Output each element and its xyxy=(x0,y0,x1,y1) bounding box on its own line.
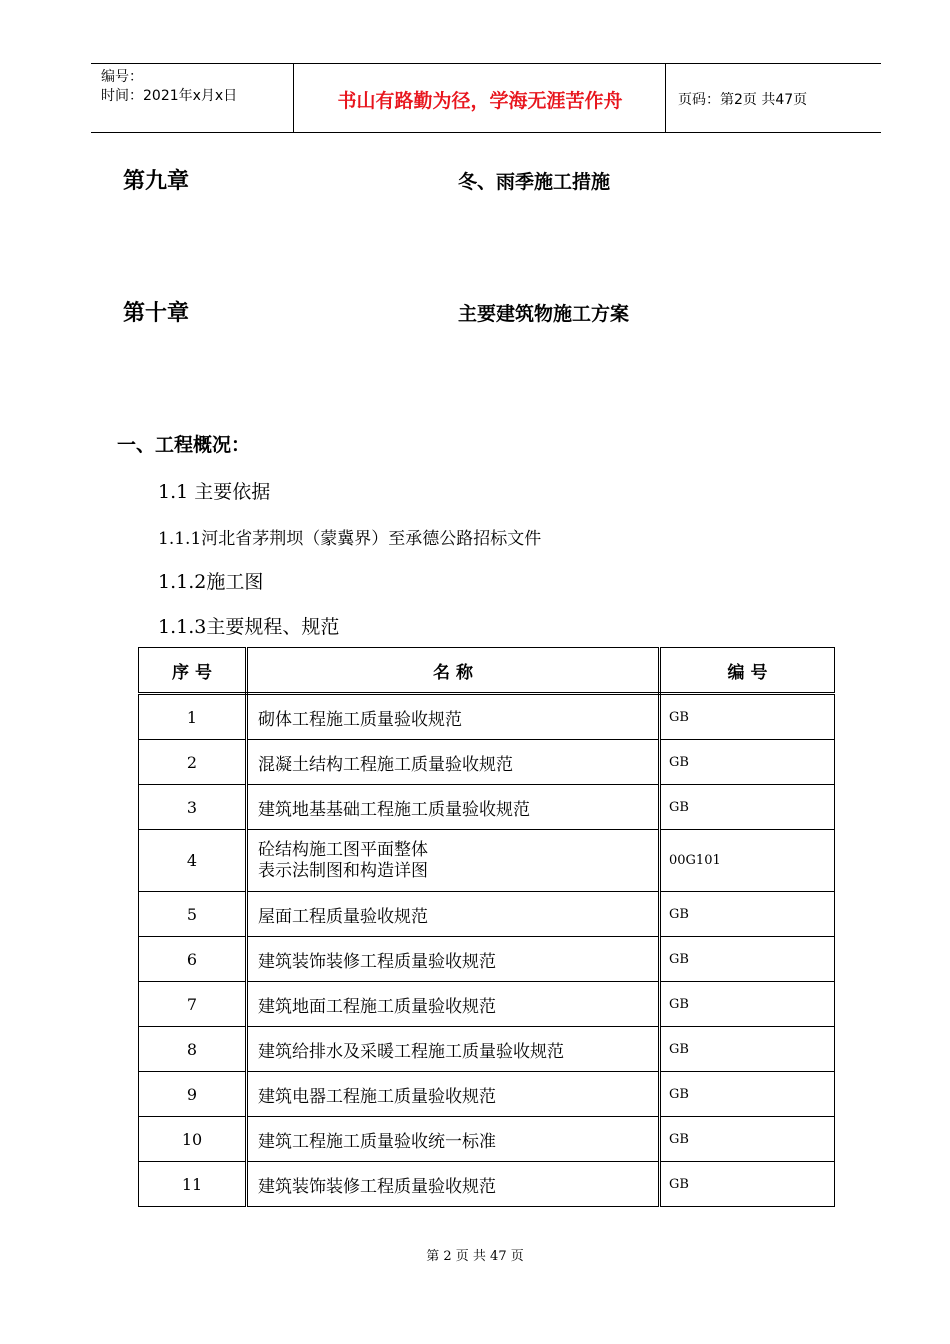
table-row xyxy=(139,1027,835,1072)
cell-code: GB xyxy=(660,892,835,937)
cell-name: 建筑装饰装修工程质量验收规范 xyxy=(247,1162,660,1207)
table-row xyxy=(139,937,835,982)
subsection-1-1: 1.1 主要依据 xyxy=(158,481,271,503)
cell-name xyxy=(247,830,660,892)
table-row xyxy=(139,1072,835,1117)
table-row xyxy=(139,785,835,830)
cell-name: 建筑地面工程施工质量验收规范 xyxy=(247,982,660,1027)
header-meta xyxy=(101,68,237,106)
cell-code: GB xyxy=(660,694,835,740)
header-code: 编 号 xyxy=(660,648,835,694)
cell-code: GB xyxy=(660,1117,835,1162)
item-1-1-2: 1.1.2施工图 xyxy=(158,571,264,593)
cell-name: 建筑装饰装修工程质量验收规范 xyxy=(247,937,660,982)
header-time: 时间：2021年x月x日 xyxy=(101,88,238,104)
page-footer: 第 2 页 共 47 页 xyxy=(426,1249,524,1264)
cell-code: GB xyxy=(660,982,835,1027)
cell-serial: 2 xyxy=(139,740,247,785)
table-row xyxy=(139,1162,835,1207)
cell-serial: 6 xyxy=(139,937,247,982)
page-header xyxy=(91,63,881,133)
header-name: 名 称 xyxy=(247,648,660,694)
table-row xyxy=(139,982,835,1027)
cell-code: GB xyxy=(660,937,835,982)
cell-name: 建筑地基基础工程施工质量验收规范 xyxy=(247,785,660,830)
cell-code: 00G101 xyxy=(660,830,835,892)
cell-serial: 9 xyxy=(139,1072,247,1117)
cell-code: GB xyxy=(660,1162,835,1207)
cell-serial: 3 xyxy=(139,785,247,830)
table-header-row xyxy=(139,648,835,694)
cell-serial: 1 xyxy=(139,694,247,740)
item-1-1-3: 1.1.3主要规程、规范 xyxy=(158,616,340,638)
cell-serial: 7 xyxy=(139,982,247,1027)
table-row xyxy=(139,740,835,785)
table-row xyxy=(139,694,835,740)
cell-serial: 11 xyxy=(139,1162,247,1207)
standards-table xyxy=(138,647,835,1207)
chapter-9-number: 第九章 xyxy=(123,169,190,194)
section-heading: 一、工程概况： xyxy=(117,434,251,456)
header-code: 编号： xyxy=(101,69,143,85)
cell-name: 建筑工程施工质量验收统一标准 xyxy=(247,1117,660,1162)
header-serial: 序 号 xyxy=(139,648,247,694)
cell-serial: 5 xyxy=(139,892,247,937)
cell-name: 建筑给排水及采暖工程施工质量验收规范 xyxy=(247,1027,660,1072)
table-row xyxy=(139,1117,835,1162)
cell-name: 建筑电器工程施工质量验收规范 xyxy=(247,1072,660,1117)
cell-name: 屋面工程质量验收规范 xyxy=(247,892,660,937)
cell-code: GB xyxy=(660,785,835,830)
chapter-9-title: 冬、雨季施工措施 xyxy=(458,171,611,193)
cell-name: 砌体工程施工质量验收规范 xyxy=(247,694,660,740)
cell-name-line: 表示法制图和构造详图 xyxy=(258,860,428,881)
table-row xyxy=(139,892,835,937)
item-1-1-1: 1.1.1河北省茅荆坝（蒙冀界）至承德公路招标文件 xyxy=(158,529,542,549)
chapter-10-number: 第十章 xyxy=(123,301,190,326)
chapter-10-title: 主要建筑物施工方案 xyxy=(458,303,630,325)
cell-serial: 8 xyxy=(139,1027,247,1072)
cell-serial: 10 xyxy=(139,1117,247,1162)
header-motto: 书山有路勤为径，学海无涯苦作舟 xyxy=(337,90,623,112)
cell-name: 混凝土结构工程施工质量验收规范 xyxy=(247,740,660,785)
cell-code: GB xyxy=(660,740,835,785)
table-row xyxy=(139,830,835,892)
cell-code: GB xyxy=(660,1027,835,1072)
cell-code: GB xyxy=(660,1072,835,1117)
cell-name-line: 砼结构施工图平面整体 xyxy=(258,839,428,860)
cell-serial: 4 xyxy=(139,830,247,892)
header-page-number: 页码：第2页 共47页 xyxy=(678,92,808,108)
